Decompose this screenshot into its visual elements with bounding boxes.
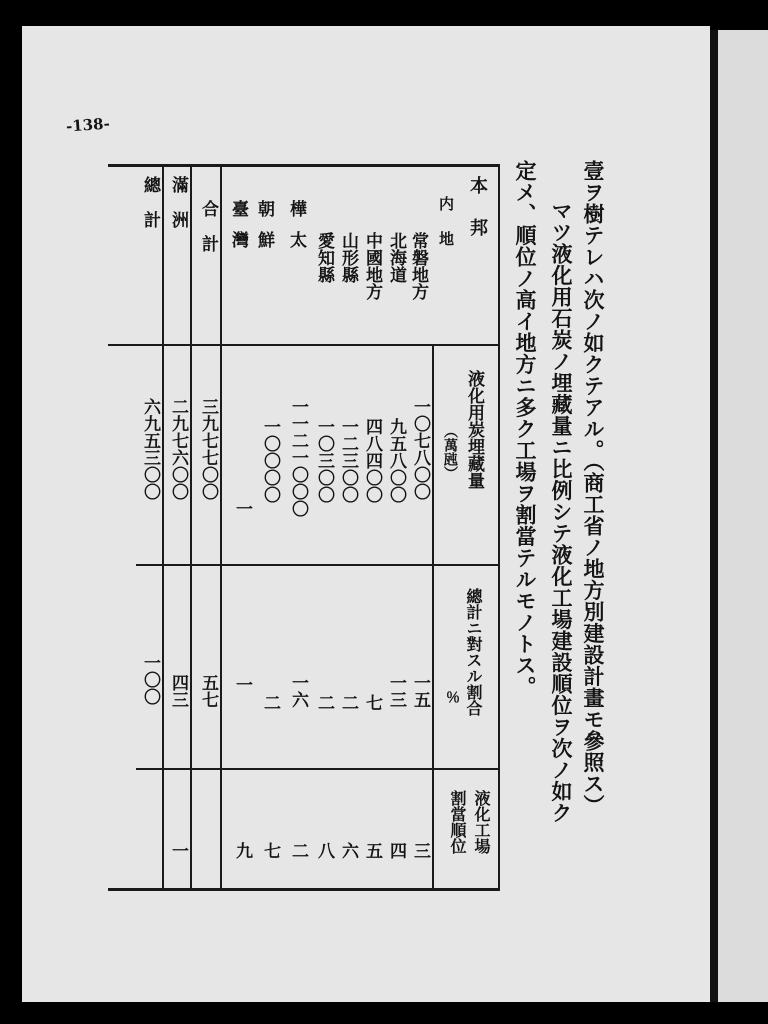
ratio-yamagata: 二 (338, 694, 358, 711)
reserves-chosen: 一〇〇〇〇 (260, 418, 280, 503)
row-name-chosen: 朝鮮 (254, 200, 274, 262)
row-name-taiwan: 臺灣 (228, 200, 248, 262)
divider-subtotal-colonies (220, 166, 222, 888)
header-ratio-unit: ％ (444, 690, 460, 704)
row-name-karafuto: 樺太 (286, 200, 306, 262)
reserves-yamagata: 一二三〇〇 (338, 418, 358, 503)
ratio-karafuto: 一六 (288, 674, 308, 708)
row-name-subtotal: 合計 (198, 200, 218, 270)
reserves-joban: 一〇七八〇〇 (410, 398, 430, 500)
body-line-1: 壹ヲ樹テレハ次ノ如クテアル。（商工省ノ地方別建設計畫モ參照ス） (581, 160, 606, 816)
header-ratio: 總計ニ對スル割合 (464, 588, 483, 716)
header-rank-line2: 割當順位 (448, 790, 467, 854)
header-region: 本邦 (467, 176, 488, 260)
rank-joban: 三 (410, 842, 430, 859)
table-top-rule (108, 164, 500, 167)
header-reserves: 液化用炭埋藏量 (464, 370, 484, 489)
rank-chugoku: 五 (362, 842, 382, 859)
reserves-subtotal: 三九七七〇〇 (198, 398, 218, 500)
header-reserves-unit: （萬瓲） (442, 424, 458, 480)
rank-taiwan: 九 (232, 842, 252, 859)
table-bottom-rule (108, 888, 500, 891)
rank-chosen: 七 (260, 842, 280, 859)
rank-hokkaido: 四 (386, 842, 406, 859)
rank-karafuto: 二 (288, 842, 308, 859)
ratio-total: 一〇〇 (140, 654, 160, 705)
row-name-yamagata: 山形縣 (338, 232, 358, 283)
rank-yamagata: 六 (338, 842, 358, 859)
row-name-manchuria: 滿洲 (168, 176, 188, 246)
ratio-chosen: 二 (260, 694, 280, 711)
header-rank-line1: 液化工場 (472, 790, 491, 854)
divider-manchuria-subtotal (190, 166, 192, 888)
reserves-karafuto: 一一二一〇〇〇 (288, 398, 308, 517)
reserves-aichi: 一〇三〇〇 (314, 418, 334, 503)
ratio-taiwan: 一 (232, 676, 252, 693)
reserves-manchuria: 二九七六〇〇 (168, 398, 188, 500)
body-line-3: 定メ、順位ノ高イ地方ニ多ク工場ヲ割當テルモノトス。 (513, 160, 538, 698)
adjacent-page-edge (710, 30, 768, 1002)
header-naichi: 内地 (437, 196, 455, 266)
divider-name-reserves (108, 344, 500, 346)
ratio-joban: 一五 (410, 674, 430, 708)
ratio-manchuria: 四三 (168, 674, 188, 708)
body-line-2: マツ液化用石炭ノ埋藏量ニ比例シテ液化工場建設順位ヲ次ノ如ク (549, 200, 574, 824)
page-number: -138- (65, 114, 111, 136)
reserves-total: 六九五三〇〇 (140, 398, 160, 500)
reserves-hokkaido: 九五八〇〇 (386, 418, 406, 503)
rank-aichi: 八 (314, 842, 334, 859)
reserves-chugoku: 四八四〇〇 (362, 418, 382, 503)
rank-manchuria: 一 (168, 842, 188, 859)
reserves-taiwan: 一 (232, 500, 252, 517)
row-name-total: 總計 (140, 176, 160, 246)
ratio-aichi: 二 (314, 694, 334, 711)
row-name-aichi: 愛知縣 (314, 232, 334, 283)
divider-total-manchuria (162, 166, 164, 888)
ratio-chugoku: 七 (362, 694, 382, 711)
row-name-chugoku: 中國地方 (362, 232, 382, 300)
ratio-hokkaido: 一三 (386, 674, 406, 708)
row-name-joban: 常磐地方 (408, 232, 428, 300)
ratio-subtotal: 五七 (198, 674, 218, 708)
table-right-rule (498, 164, 500, 890)
row-name-hokkaido: 北海道 (386, 232, 406, 283)
